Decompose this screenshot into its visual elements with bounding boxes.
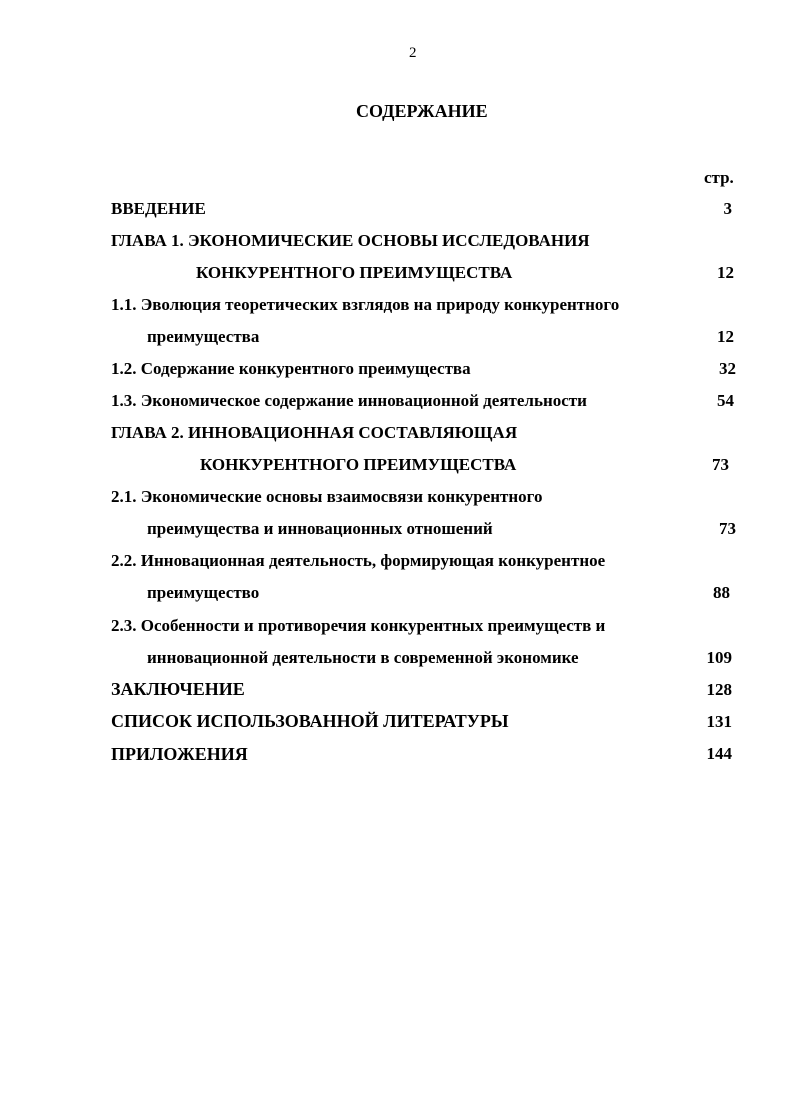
toc-section-2-1-line2: преимущества и инновационных отношений — [147, 519, 493, 538]
page-number: 2 — [409, 45, 417, 61]
toc-bibliography-page: 131 — [706, 712, 732, 731]
toc-chapter-1-page: 12 — [717, 263, 734, 282]
toc-entry-introduction-label: ВВЕДЕНИЕ — [111, 199, 206, 218]
toc-conclusion-page: 128 — [706, 680, 732, 699]
toc-section-1-1-line2: преимущества — [147, 327, 260, 346]
toc-section-2-3-page: 109 — [706, 648, 732, 667]
toc-chapter-1-line1: ГЛАВА 1. ЭКОНОМИЧЕСКИЕ ОСНОВЫ ИССЛЕДОВАНИЯ — [111, 231, 590, 250]
toc-conclusion-label: ЗАКЛЮЧЕНИЕ — [111, 679, 245, 699]
toc-chapter-2-line1: ГЛАВА 2. ИННОВАЦИОННАЯ СОСТАВЛЯЮЩАЯ — [111, 423, 518, 442]
toc-entry-introduction-page: 3 — [723, 199, 732, 218]
toc-section-1-1-page: 12 — [717, 327, 734, 346]
toc-section-2-3-line1: 2.3. Особенности и противоречия конкурентных преимуществ и — [111, 616, 606, 635]
toc-section-1-1-line1: 1.1. Эволюция теоретических взглядов на природу конкурентного — [111, 295, 620, 314]
toc-section-2-3-line2: инновационной деятельности в современной экономике — [147, 648, 579, 667]
toc-section-2-1-line1: 2.1. Экономические основы взаимосвязи конкурентного — [111, 487, 543, 506]
toc-section-1-3-label: 1.3. Экономическое содержание инновационной деятельности — [111, 391, 587, 410]
toc-section-1-2-label: 1.2. Содержание конкурентного преимущества — [111, 359, 471, 378]
toc-bibliography-label: СПИСОК ИСПОЛЬЗОВАННОЙ ЛИТЕРАТУРЫ — [111, 711, 509, 731]
toc-section-2-2-page: 88 — [713, 583, 730, 602]
toc-chapter-2-line2: КОНКУРЕНТНОГО ПРЕИМУЩЕСТВА — [200, 455, 517, 474]
toc-title: СОДЕРЖАНИЕ — [356, 101, 488, 121]
toc-section-2-2-line2: преимущество — [147, 583, 260, 602]
toc-appendices-label: ПРИЛОЖЕНИЯ — [111, 744, 248, 764]
page-column-label: стр. — [704, 168, 734, 187]
toc-appendices-page: 144 — [706, 744, 732, 763]
toc-section-1-3-page: 54 — [717, 391, 734, 410]
toc-section-2-2-line1: 2.2. Инновационная деятельность, формирующая конкурентное — [111, 551, 606, 570]
toc-section-2-1-page: 73 — [719, 519, 736, 538]
toc-chapter-1-line2: КОНКУРЕНТНОГО ПРЕИМУЩЕСТВА — [196, 263, 513, 282]
toc-chapter-2-page: 73 — [712, 455, 729, 474]
toc-section-1-2-page: 32 — [719, 359, 736, 378]
